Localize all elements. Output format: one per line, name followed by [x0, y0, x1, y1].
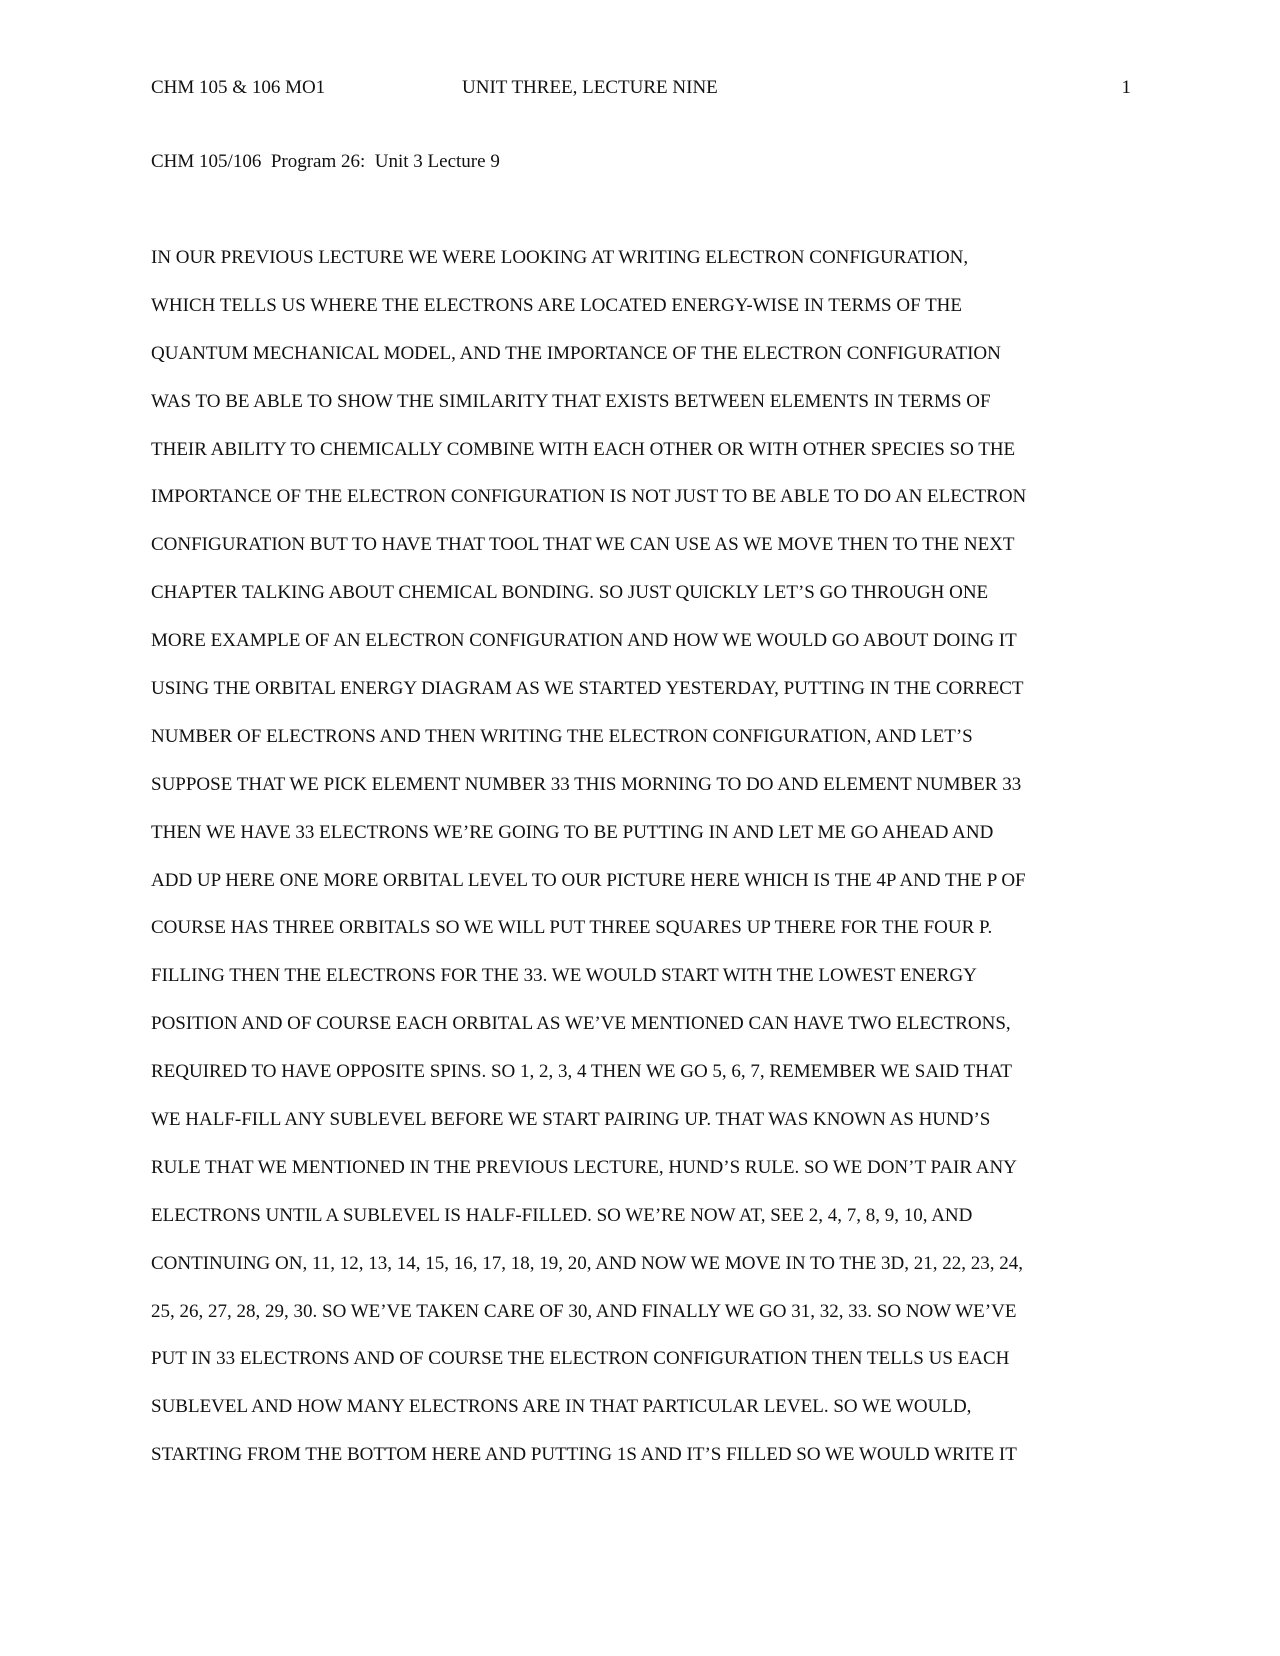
text-line: IN OUR PREVIOUS LECTURE WE WERE LOOKING AT WRITING ELECTRON CONFIGURATION, [151, 247, 969, 268]
text-line: MORE EXAMPLE OF AN ELECTRON CONFIGURATION AND HOW WE WOULD GO ABOUT DOING IT [151, 630, 1017, 652]
text-line: REQUIRED TO HAVE OPPOSITE SPINS. SO 1, 2, 3, 4 THEN WE GO 5, 6, 7, REMEMBER WE SAID THAT [151, 1061, 1013, 1083]
text-line: ADD UP HERE ONE MORE ORBITAL LEVEL TO OUR PICTURE HERE WHICH IS THE 4P AND THE P OF [151, 869, 1026, 891]
page-number: 1 [1121, 77, 1131, 98]
text-line: WAS TO BE ABLE TO SHOW THE SIMILARITY THAT EXISTS BETWEEN ELEMENTS IN TERMS OF [151, 390, 991, 412]
page-header [151, 75, 1131, 101]
text-line: THEIR ABILITY TO CHEMICALLY COMBINE WITH EACH OTHER OR WITH OTHER SPECIES SO THE [151, 438, 1016, 460]
text-line: COURSE HAS THREE ORBITALS SO WE WILL PUT THREE SQUARES UP THERE FOR THE FOUR P. [151, 917, 993, 939]
text-line: THEN WE HAVE 33 ELECTRONS WE’RE GOING TO BE PUTTING IN AND LET ME GO AHEAD AND [151, 821, 994, 843]
transcript-body [151, 245, 1141, 1490]
text-line: STARTING FROM THE BOTTOM HERE AND PUTTING 1S AND IT’S FILLED SO WE WOULD WRITE IT [151, 1444, 1017, 1466]
text-line: RULE THAT WE MENTIONED IN THE PREVIOUS LECTURE, HUND’S RULE. SO WE DON’T PAIR ANY [151, 1156, 1017, 1178]
text-line: FILLING THEN THE ELECTRONS FOR THE 33. WE WOULD START WITH THE LOWEST ENERGY [151, 965, 977, 987]
text-line: WE HALF-FILL ANY SUBLEVEL BEFORE WE START PAIRING UP. THAT WAS KNOWN AS HUND’S [151, 1109, 991, 1131]
text-line: NUMBER OF ELECTRONS AND THEN WRITING THE ELECTRON CONFIGURATION, AND LET’S [151, 725, 973, 747]
text-line: POSITION AND OF COURSE EACH ORBITAL AS WE’VE MENTIONED CAN HAVE TWO ELECTRONS, [151, 1013, 1011, 1035]
text-line: SUPPOSE THAT WE PICK ELEMENT NUMBER 33 THIS MORNING TO DO AND ELEMENT NUMBER 33 [151, 773, 1022, 795]
text-line: CHAPTER TALKING ABOUT CHEMICAL BONDING. SO JUST QUICKLY LET’S GO THROUGH ONE [151, 582, 989, 604]
text-line: PUT IN 33 ELECTRONS AND OF COURSE THE ELECTRON CONFIGURATION THEN TELLS US EACH [151, 1348, 1010, 1370]
text-line: IMPORTANCE OF THE ELECTRON CONFIGURATION IS NOT JUST TO BE ABLE TO DO AN ELECTRON [151, 486, 1027, 508]
text-line: CONFIGURATION BUT TO HAVE THAT TOOL THAT WE CAN USE AS WE MOVE THEN TO THE NEXT [151, 534, 1015, 556]
text-line: WHICH TELLS US WHERE THE ELECTRONS ARE LOCATED ENERGY-WISE IN TERMS OF THE [151, 294, 963, 316]
course-code: CHM 105 & 106 MO1 [151, 77, 326, 98]
text-line: SUBLEVEL AND HOW MANY ELECTRONS ARE IN THAT PARTICULAR LEVEL. SO WE WOULD, [151, 1396, 972, 1418]
program-line: CHM 105/106 Program 26: Unit 3 Lecture 9 [151, 151, 500, 172]
text-line: ELECTRONS UNTIL A SUBLEVEL IS HALF-FILLED. SO WE’RE NOW AT, SEE 2, 4, 7, 8, 9, 10, AND [151, 1204, 973, 1226]
text-line: USING THE ORBITAL ENERGY DIAGRAM AS WE STARTED YESTERDAY, PUTTING IN THE CORRECT [151, 678, 1024, 700]
text-line: CONTINUING ON, 11, 12, 13, 14, 15, 16, 17, 18, 19, 20, AND NOW WE MOVE IN TO THE 3D, 21, 22, 23, 24, [151, 1252, 1024, 1274]
text-line: QUANTUM MECHANICAL MODEL, AND THE IMPORTANCE OF THE ELECTRON CONFIGURATION [151, 342, 1001, 364]
unit-lecture-title: UNIT THREE, LECTURE NINE [462, 77, 718, 98]
text-line: 25, 26, 27, 28, 29, 30. SO WE’VE TAKEN CARE OF 30, AND FINALLY WE GO 31, 32, 33. SO NOW WE’VE [151, 1300, 1017, 1322]
